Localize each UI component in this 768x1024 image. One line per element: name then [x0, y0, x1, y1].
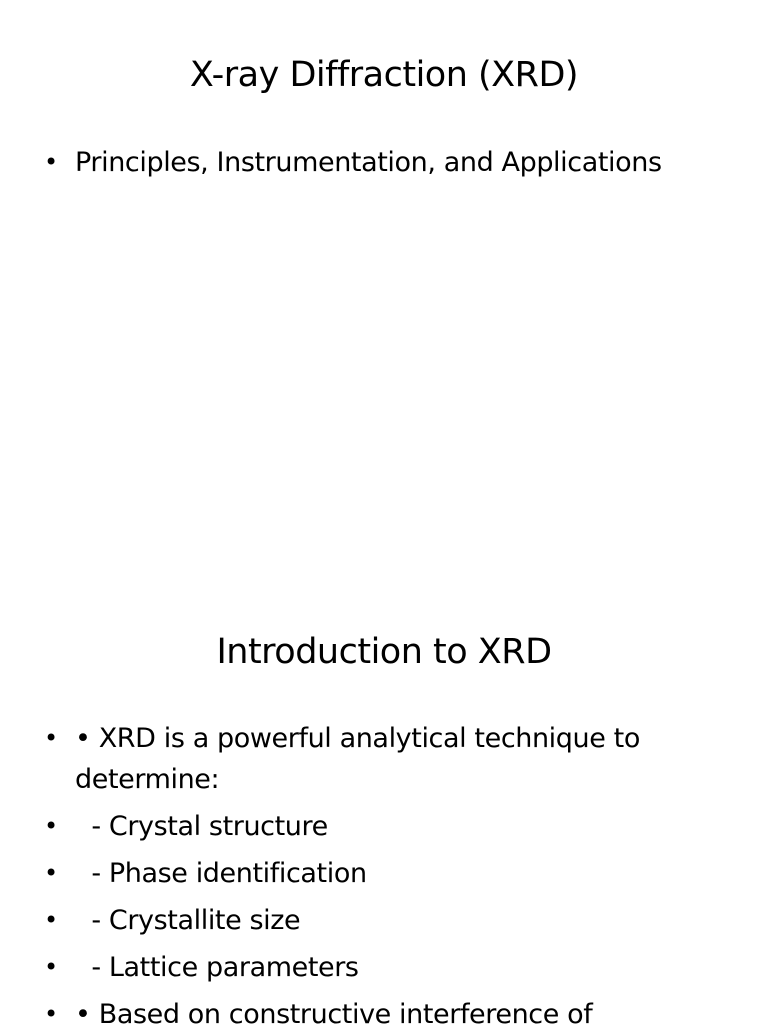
bullet-text: - Crystal structure	[75, 811, 328, 842]
bullet-text: • XRD is a powerful analytical technique to determine:	[75, 723, 640, 795]
bullet-text: - Lattice parameters	[75, 952, 359, 983]
bullet-text: Principles, Instrumentation, and Applications	[75, 147, 662, 178]
bullet-item	[44, 806, 704, 847]
bullet-dot-icon: •	[44, 859, 58, 887]
slide-title-heading: X-ray Diffraction (XRD)	[189, 55, 579, 95]
bullet-text: - Phase identification	[75, 858, 367, 889]
bullet-dot-icon: •	[44, 724, 58, 752]
slide-introduction-bullet-list	[44, 718, 704, 1024]
bullet-item	[44, 718, 704, 800]
slide-introduction	[0, 576, 768, 1024]
bullet-dot-icon: •	[44, 953, 58, 981]
bullet-item	[44, 853, 704, 894]
bullet-dot-icon: •	[44, 1000, 58, 1024]
bullet-text: - Crystallite size	[75, 905, 301, 936]
bullet-text: • Based on constructive interference of	[75, 999, 593, 1024]
slide-title-bullet-list	[44, 142, 704, 189]
bullet-dot-icon: •	[44, 812, 58, 840]
slide-introduction-heading: Introduction to XRD	[216, 632, 552, 672]
bullet-item	[44, 947, 704, 988]
bullet-item	[44, 900, 704, 941]
bullet-dot-icon: •	[44, 148, 58, 176]
bullet-dot-icon: •	[44, 906, 58, 934]
bullet-item	[44, 994, 704, 1024]
bullet-item	[44, 142, 704, 183]
